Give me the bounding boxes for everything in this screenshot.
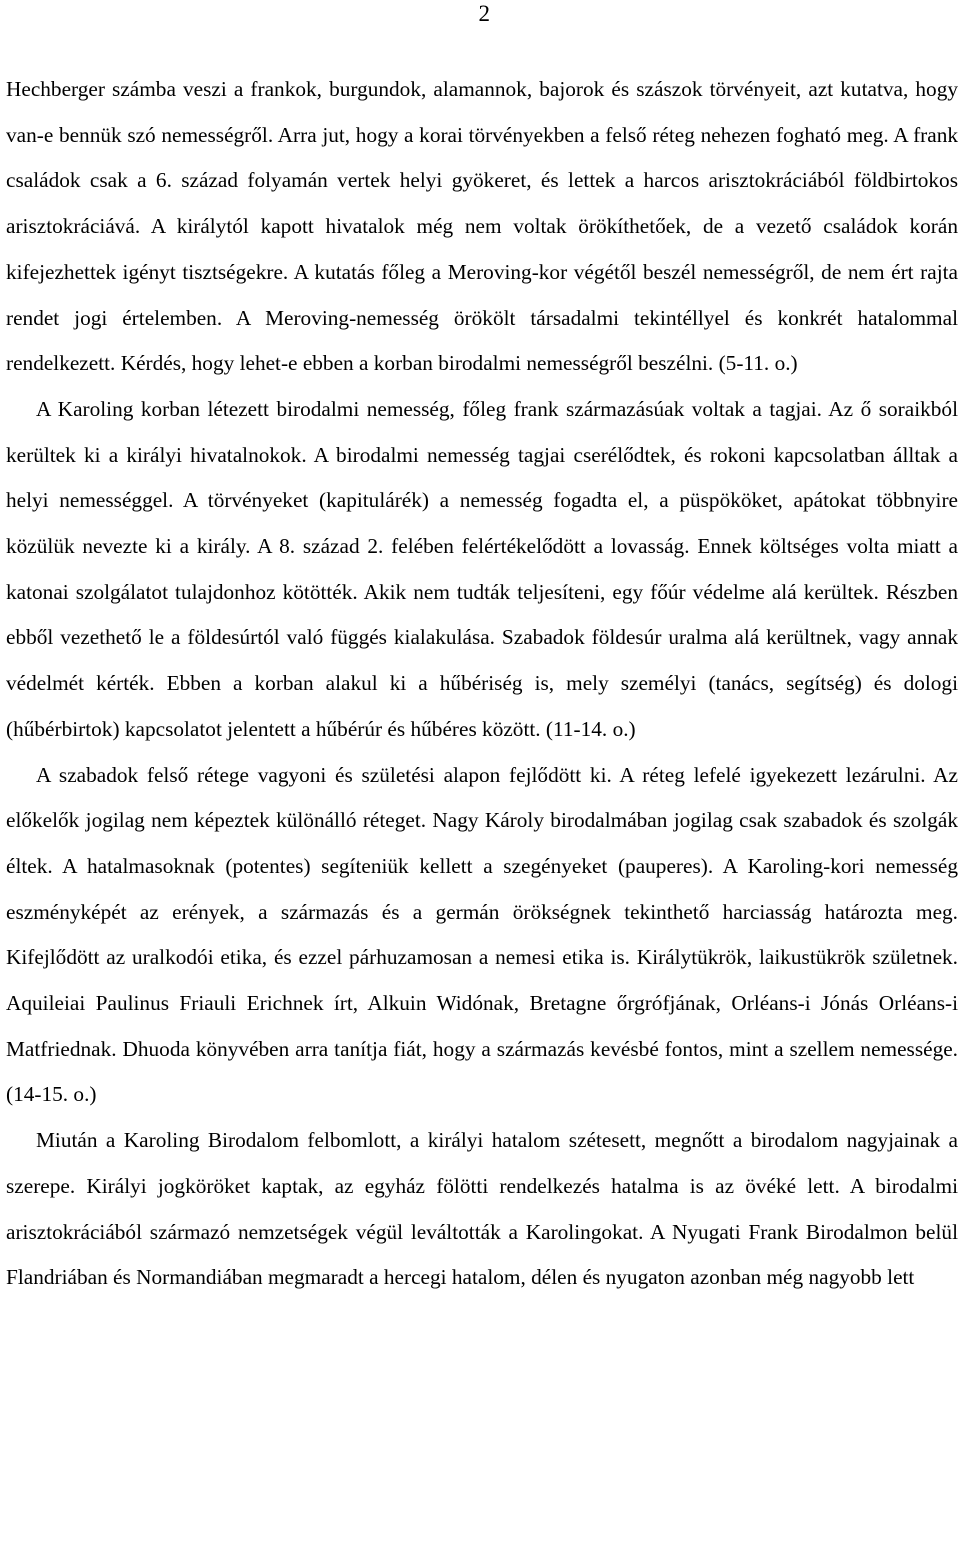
body-text [6,67,958,1301]
paragraph-4: Miután a Karoling Birodalom felbomlott, a királyi hatalom szétesett, megnőtt a birodalom nagyjainak a szerepe. Királyi jogköröket kaptak, az egyház fölötti rendelkezés hatalma is az övéké lett. A birodalmi arisztokráciából származó nemzetségek végül leváltották a Karolingokat. A Nyugati Frank Birodalmon belül Flandriában és Normandiában megmaradt a hercegi hatalom, délen és nyugaton azonban még nagyobb lett [6,1128,958,1290]
paragraph-3: A szabadok felső rétege vagyoni és születési alapon fejlődött ki. A réteg lefelé igyekezett lezárulni. Az előkelők jogilag nem képeztek különálló réteget. Nagy Károly birodalmában jogilag csak szabadok és szolgák éltek. A hatalmasoknak (potentes) segíteniük kellett a szegényeket (pauperes). A Karoling-kori nemesség eszményképét az erények, a származás és a germán örökségnek tekinthető harciasság határozta meg. Kifejlődött az uralkodói etika, és ezzel párhuzamosan a nemesi etika is. Királytükrök, laikustükrök születnek. Aquileiai Paulinus Friauli Erichnek írt, Alkuin Widónak, Bretagne őrgrófjának, Orléans-i Jónás Orléans-i Matfriednak. Dhuoda könyvében arra tanítja fiát, hogy a származás kevésbé fontos, mint a szellem nemessége. (14-15. o.) [6,762,958,1107]
paragraph-1: Hechberger számba veszi a frankok, burgundok, alamannok, bajorok és szászok törvényeit, azt kutatva, hogy van-e bennük szó nemességről. Arra jut, hogy a korai törvényekben a felső réteg nehezen fogható meg. A frank családok csak a 6. század folyamán vertek helyi gyökeret, és lettek a harcos arisztokráciából földbirtokos arisztokráciává. A királytól kapott hivatalok még nem voltak örökíthetőek, de a vezető családok korán kifejezhettek igényt tisztségekre. A kutatás főleg a Meroving-kor végétől beszél nemességről, de nem ért rajta rendet jogi értelemben. A Meroving-nemesség örökölt társadalmi tekintéllyel és konkrét hatalommal rendelkezett. Kérdés, hogy lehet-e ebben a korban birodalmi nemességről beszélni. (5-11. o.) [6,77,958,376]
page-number: 2 [478,1,490,26]
paragraph-2: A Karoling korban létezett birodalmi nemesség, főleg frank származásúak voltak a tagjai. Az ő soraikból kerültek ki a királyi hivatalnokok. A birodalmi nemesség tagjai cserélődtek, és rokoni kapcsolatban álltak a helyi nemességgel. A törvényeket (kapitulárék) a nemesség fogadta el, a püspököket, apátokat többnyire közülük nevezte ki a király. A 8. század 2. felében felértékelődött a lovasság. Ennek költséges volta miatt a katonai szolgálatot tulajdonhoz kötötték. Akik nem tudták teljesíteni, egy főúr védelme alá kerültek. Részben ebből vezethető le a földesúrtól való függés kialakulása. Szabadok földesúr uralma alá kerültnek, vagy annak védelmét kérték. Ebben a korban alakul ki a hűbériség is, mely személyi (tanács, segítség) és dologi (hűbérbirtok) kapcsolatot jelentett a hűbérúr és hűbéres között. (11-14. o.) [6,396,958,741]
